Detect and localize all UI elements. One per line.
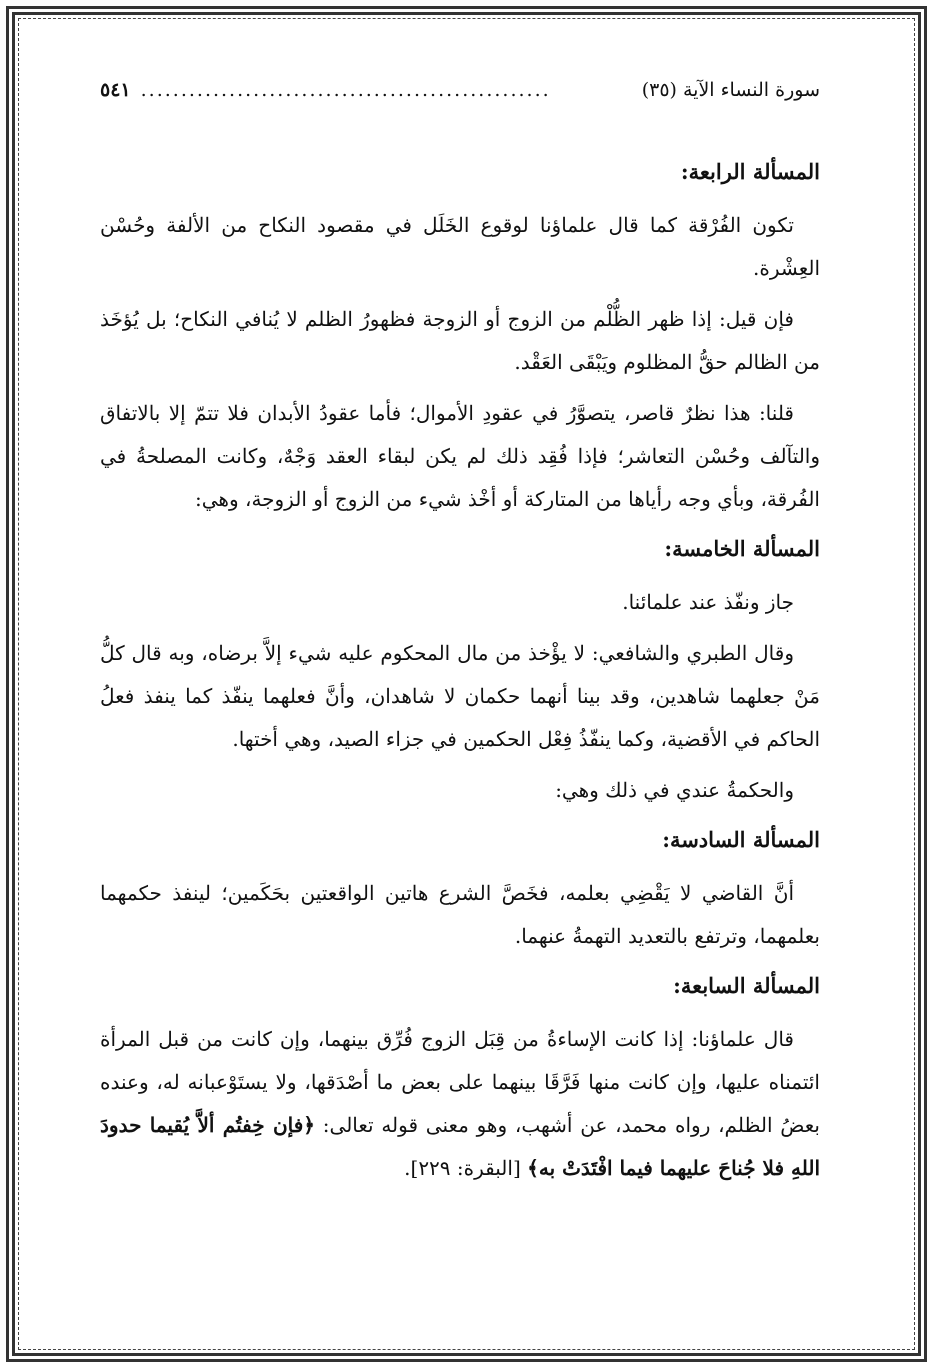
paragraph: والحكمةُ عندي في ذلك وهي: bbox=[555, 778, 794, 802]
header-title: سورة النساء الآية (٣٥) bbox=[641, 79, 820, 101]
paragraph-with-quran bbox=[100, 1018, 820, 1190]
book-page bbox=[100, 70, 820, 1198]
header-leader-dots: ................................................... bbox=[140, 79, 551, 101]
paragraph: أنَّ القاضي لا يَقْضِي بعلمه، فخَصَّ الشرع هاتين الواقعتين بحَكَمين؛ لينفذ حكمهما بعلمهما، وترتفع بالتعديد التهمةُ عنهما. bbox=[100, 881, 820, 948]
paragraph: فإن قيل: إذا ظهر الظُّلْم من الزوج أو الزوجة فظهورُ الظلم لا يُنافي النكاح؛ بل يُؤخَذ من الظالم حقُّ المظلوم ويَبْقَى العَقْد. bbox=[100, 307, 820, 374]
section-heading: المسألة السادسة: bbox=[662, 827, 820, 852]
paragraph: جاز ونفّذ عند علمائنا. bbox=[622, 590, 794, 614]
paragraph-text: قال علماؤنا: إذا كانت الإساءةُ من قِبَل الزوج فُرِّق بينهما، وإن كانت من قبل المرأة ائتمناه عليها، وإن كانت منها فَرَّقَا بينهما على بعض ما أصْدَقها، ولا يستَوْعبانه له، وعنده بعضُ الظلم، رواه محمد، عن أشهب، وهو معنى قوله تعالى: bbox=[100, 1027, 820, 1137]
running-header bbox=[100, 70, 820, 110]
paragraph: وقال الطبري والشافعي: لا يؤْخذ من مال المحكوم عليه شيء إلاَّ برضاه، وبه قال كلُّ مَنْ جعلهما شاهدين، وقد بينا أنهما حكمان لا شاهدان، وأنَّ فعلهما ينفّذ كما ينفذ فعلُ الحاكم في الأقضية، وكما ينفّذُ فِعْل الحكمين في جزاء الصيد، وهي أختها. bbox=[100, 641, 820, 751]
quran-verse: ﴿فإن خِفتُم ألاَّ يُقيما حدودَ اللهِ فلا جُناحَ عليهما فيما افْتَدَتْ به﴾ bbox=[100, 1113, 820, 1180]
paragraph: تكون الفُرْقة كما قال علماؤنا لوقوع الخَلَل في مقصود النكاح من الألفة وحُسْن العِشْرة. bbox=[100, 213, 820, 280]
verse-reference: [البقرة: ٢٢٩]. bbox=[404, 1156, 521, 1180]
section-heading: المسألة الرابعة: bbox=[680, 159, 820, 184]
paragraph: قلنا: هذا نظرٌ قاصر، يتصوَّرُ في عقودِ الأموال؛ فأما عقودُ الأبدان فلا تتمّ إلا بالاتفاق والتآلف وحُسْن التعاشر؛ فإذا فُقِد ذلك لم يكن لبقاء العقد وَجْهٌ، وكانت المصلحةُ في الفُرقة، وبأي وجه رأياها من المتاركة أو أخْذ شيء من الزوج أو الزوجة، وهي: bbox=[100, 401, 820, 511]
section-heading: المسألة الخامسة: bbox=[664, 536, 820, 561]
page-number: ٥٤١ bbox=[100, 79, 131, 101]
section-heading: المسألة السابعة: bbox=[673, 973, 820, 998]
